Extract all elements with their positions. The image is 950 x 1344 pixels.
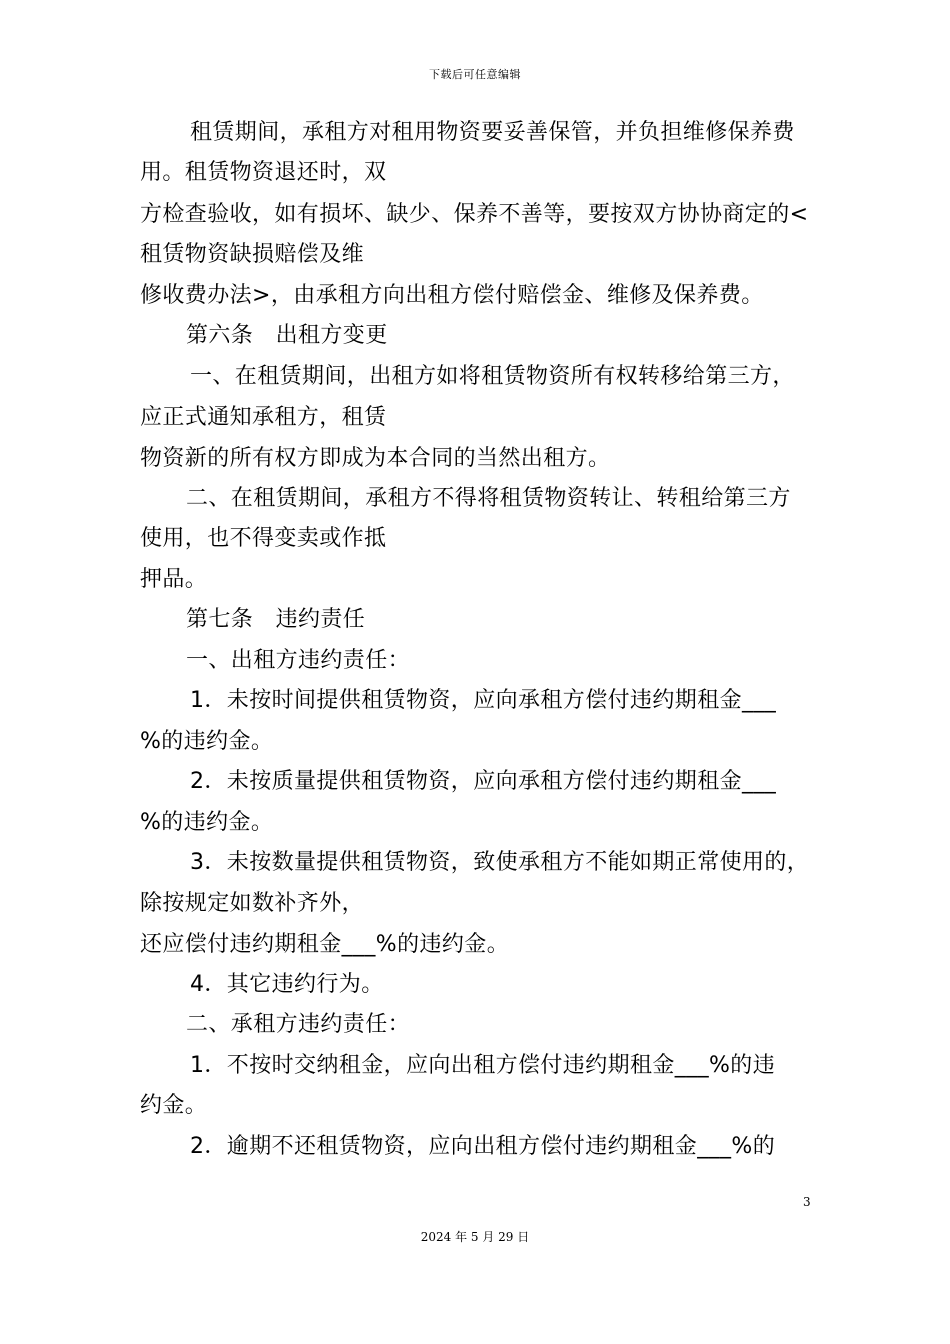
article-heading: 第七条 违约责任 xyxy=(186,607,366,632)
paragraph-line: 用。租赁物资退还时，双 xyxy=(140,160,387,185)
paragraph-line: 除按规定如数补齐外， xyxy=(140,891,365,916)
paragraph-line: %的违约金。 xyxy=(140,810,274,835)
paragraph-line: 方检查验收，如有损坏、缺少、保养不善等，要按双方协协商定的< xyxy=(140,202,809,227)
article-heading: 第六条 出租方变更 xyxy=(186,323,388,348)
paragraph-line: 物资新的所有权方即成为本合同的当然出租方。 xyxy=(140,446,611,471)
paragraph-line: 约金。 xyxy=(140,1093,208,1118)
page-footer-date: 2024 年 5 月 29 日 xyxy=(420,1230,530,1244)
paragraph-line: 一、在租赁期间，出租方如将租赁物资所有权转移给第三方， xyxy=(190,364,795,389)
paragraph-line: 使用，也不得变卖或作抵 xyxy=(140,526,387,551)
list-item: 3．未按数量提供租赁物资，致使承租方不能如期正常使用的， xyxy=(190,850,810,875)
paragraph-line: 租赁期间，承租方对租用物资要妥善保管，并负担维修保养费 xyxy=(190,120,795,145)
section-heading: 一、出租方违约责任： xyxy=(186,648,411,673)
paragraph-line: 应正式通知承租方，租赁 xyxy=(140,405,387,430)
list-item: 1．未按时间提供租赁物资，应向承租方偿付违约期租金___ xyxy=(190,688,777,713)
page-number: 3 xyxy=(803,1195,811,1209)
page-header: 下载后可任意编辑 xyxy=(429,68,521,81)
list-item: 4．其它违约行为。 xyxy=(190,972,384,997)
list-item: 2．未按质量提供租赁物资，应向承租方偿付违约期租金___ xyxy=(190,769,777,794)
paragraph-line: 押品。 xyxy=(140,567,208,592)
paragraph-line: %的违约金。 xyxy=(140,729,274,754)
paragraph-line: 还应偿付违约期租金___%的违约金。 xyxy=(140,932,510,957)
paragraph-line: 修收费办法>，由承租方向出租方偿付赔偿金、维修及保养费。 xyxy=(140,283,764,308)
paragraph-line: 租赁物资缺损赔偿及维 xyxy=(140,242,365,267)
list-item: 2．逾期不还租赁物资，应向出租方偿付违约期租金___%的 xyxy=(190,1134,776,1159)
list-item: 1．不按时交纳租金，应向出租方偿付违约期租金___%的违 xyxy=(190,1053,776,1078)
paragraph-line: 二、在租赁期间，承租方不得将租赁物资转让、转租给第三方 xyxy=(186,486,791,511)
section-heading: 二、承租方违约责任： xyxy=(186,1012,411,1037)
